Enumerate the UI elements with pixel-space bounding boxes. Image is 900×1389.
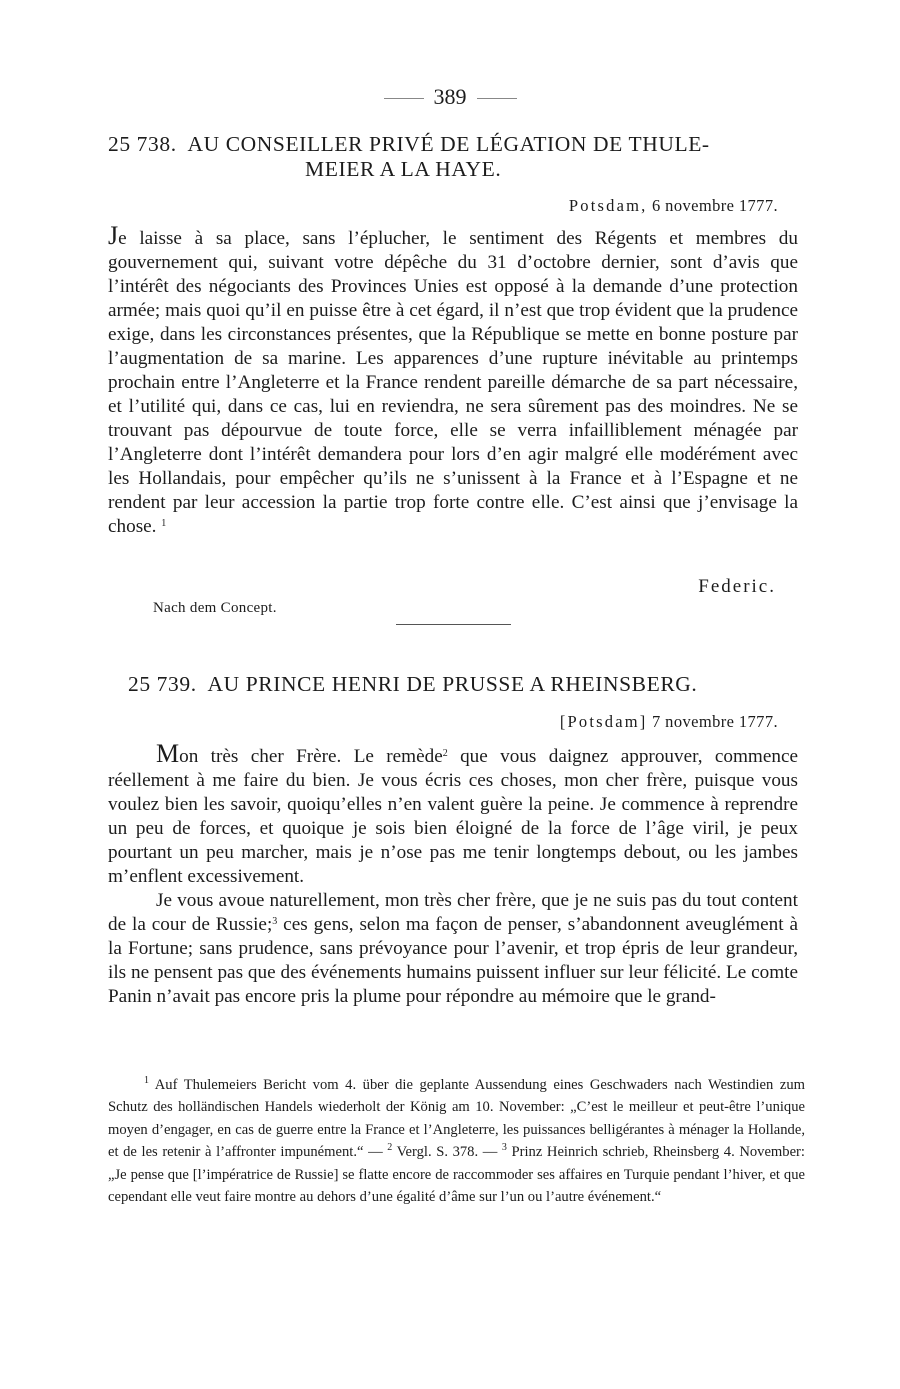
- letter-2-heading: [128, 672, 828, 697]
- footnote-ref-3: 3: [272, 916, 278, 927]
- letter-1-place: Potsdam,: [568, 196, 648, 215]
- letter-2-place: [Potsdam]: [559, 712, 648, 731]
- letter-1-heading-line2: MEIER A LA HAYE.: [305, 157, 502, 181]
- letter-2-dateline: [560, 712, 778, 732]
- footnote-3-text: Prinz Heinrich schrieb, Rheinsberg 4. November: „Je pense que [l’impératrice de Russie] se flatte encore de raccommoder ses affaires en Turquie pendant l’hiver, et que cependant elle veut faire montre au dehors d’une égalité d’âme sur l’un ou l’autre événement.“: [108, 1144, 805, 1206]
- letter-2-para2-text-b: ces gens, selon ma façon de penser, s’abandonnent aveuglément à la Fortune; sans prudence, sans prévoyance pour l’avenir, et trop épris de leur grandeur, ils ne pensent pas que des événements humains puissent influer sur leur félicité. Le comte Panin n’avait pas encore pris la plume pour répondre au mémoire que le grand-: [108, 914, 798, 1007]
- footnote-1-marker: 1: [144, 1075, 149, 1086]
- letter-1-signature: Federic.: [698, 576, 776, 597]
- letter-2-para2-text-a: Je vous avoue naturellement, mon très cher frère, que je ne suis pas du tout content de la cour de Russie;: [108, 890, 798, 935]
- letter-1-heading: [108, 132, 808, 157]
- letter-1-source-note: Nach dem Concept.: [153, 600, 277, 616]
- section-divider: [396, 624, 511, 625]
- letter-1-number: 25 738.: [108, 132, 177, 156]
- footnote-ref-1: 1: [161, 518, 167, 529]
- letter-2-para1-text-b: que vous daignez approuver, commence réellement à me faire du bien. Je vous écris ces choses, mon cher frère, puisque vous voulez bien les savoir, quoiqu’elles n’en valent guère la peine. Je commence à reprendre un peu de forces, et quoique je sois bien éloigné de la force de l’âge viril, je peux pourtant un peu marcher, mais je n’ose pas me tenir longtemps debout, ou les jambes m’enflent excessivement.: [108, 746, 798, 887]
- letter-1-heading-line1: AU CONSEILLER PRIVÉ DE LÉGATION DE THULE-: [187, 132, 710, 156]
- letter-2-date: 7 novembre 1777.: [647, 712, 778, 731]
- footnote-ref-2: 2: [442, 748, 448, 759]
- page-number: 389: [433, 84, 467, 109]
- footnotes: [108, 1074, 805, 1208]
- footnote-3-marker: 3: [501, 1142, 507, 1154]
- letter-2-paragraph-1: [108, 739, 798, 889]
- letter-1-dateline: [569, 196, 778, 216]
- letter-2-number: 25 739.: [128, 672, 197, 696]
- letter-1-initial: J: [108, 221, 119, 250]
- footnote-2-marker: 2: [387, 1142, 393, 1154]
- page-number-dash-right: [477, 98, 517, 99]
- letter-1-text: e laisse à sa place, sans l’éplucher, le sentiment des Régents et membres du gouvernement qui, suivant votre dépêche du 31 d’octobre dernier, sont d’avis que l’intérêt des négociants des Provinces Unies est opposé à la demande d’une protection armée; mais quoi qu’il en puisse être à cet égard, il n’est que trop évident que la prudence exige, dans les circonstances présentes, que la République se mette en bonne posture par l’augmentation de sa marine. Les apparences d’une rupture inévitable au printemps prochain entre l’Angleterre et la France rendent pareille démarche de sa part nécessaire, et l’utilité qui, dans ce cas, lui en reviendra, ne sera sûrement pas des moindres. Ne se trouvant pas dépourvue de toute force, elle se verra infailliblement ménagée par l’Angleterre dont l’intérêt demandera pour lors d’en agir malgré elle modérément avec les Hollandais, pour empêcher qu’ils ne s’unissent à la France et à l’Espagne et ne rendent par leur accession la partie trop forte contre elle. C’est ainsi que j’envisage la chose.: [108, 228, 798, 537]
- letter-2-paragraph-2: [108, 889, 798, 1009]
- letter-1-date: 6 novembre 1777.: [647, 196, 778, 215]
- letter-2-initial: M: [156, 739, 180, 768]
- letter-2-heading-text: AU PRINCE HENRI DE PRUSSE A RHEINSBERG.: [207, 672, 698, 696]
- footnote-2-text: Vergl. S. 378. —: [392, 1144, 502, 1161]
- footnote-1-text: Auf Thulemeiers Bericht vom 4. über die geplante Aussendung eines Geschwaders nach Westindien zum Schutz des holländischen Handels wiederholt der König am 10. November: „C’est le meilleur et peut-être l’unique moyen d’engager, en cas de guerre entre la France et l’Angleterre, les puissances belligérantes à ménager la Hollande, et de les retenir à l’affronter impunément.“ —: [108, 1077, 805, 1161]
- letter-2-body: [108, 739, 798, 1009]
- letter-2-para1-text-a: on très cher Frère. Le remède: [179, 746, 443, 767]
- page-number-line: [0, 84, 900, 110]
- page-number-dash-left: [384, 98, 424, 99]
- letter-1-body: [108, 221, 798, 586]
